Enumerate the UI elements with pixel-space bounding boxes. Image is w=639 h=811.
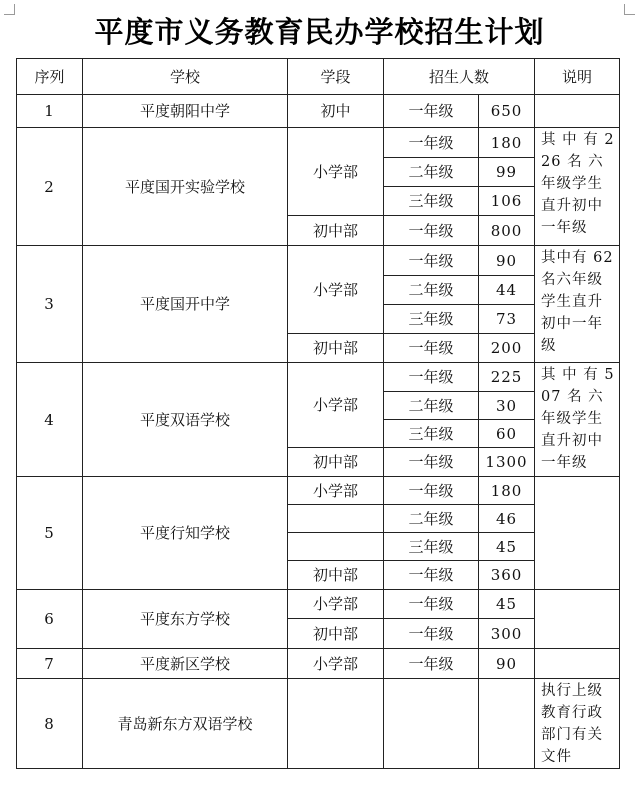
note-cell: 执行上级教育行政部门有关文件 [535,679,620,769]
grade-cell: 二年级 [384,276,479,305]
table-row [17,95,620,128]
count-cell: 360 [479,561,535,590]
grade-cell: 一年级 [384,363,479,392]
school-name-cell: 平度朝阳中学 [83,95,288,128]
table-row [17,679,620,769]
header-stage: 学段 [288,59,384,95]
stage-cell [288,679,384,769]
note-cell: 其中有 62 名六年级学生直升初中一年级 [535,246,620,363]
enrollment-table [16,58,620,769]
grade-cell: 一年级 [384,246,479,276]
school-name-cell: 平度双语学校 [83,363,288,477]
count-cell: 180 [479,477,535,505]
stage-cell: 初中部 [288,334,384,363]
table-body [17,95,620,769]
header-row [17,59,620,95]
stage-cell [288,505,384,533]
count-cell: 73 [479,305,535,334]
count-cell: 106 [479,187,535,216]
serial-cell: 6 [17,590,83,649]
count-cell: 44 [479,276,535,305]
count-cell: 200 [479,334,535,363]
stage-cell: 小学部 [288,363,384,448]
table-row [17,246,620,276]
table-row [17,363,620,392]
grade-cell: 一年级 [384,649,479,679]
table-row [17,477,620,505]
count-cell: 30 [479,392,535,420]
serial-cell: 7 [17,649,83,679]
grade-cell: 一年级 [384,477,479,505]
serial-cell: 3 [17,246,83,363]
count-cell: 180 [479,128,535,158]
header-serial: 序列 [17,59,83,95]
stage-cell: 初中 [288,95,384,128]
header-enrollment: 招生人数 [384,59,535,95]
grade-cell: 一年级 [384,216,479,246]
school-name-cell: 平度国开实验学校 [83,128,288,246]
stage-cell: 初中部 [288,619,384,649]
grade-cell: 一年级 [384,448,479,477]
grade-cell: 一年级 [384,619,479,649]
count-cell: 45 [479,533,535,561]
count-cell: 99 [479,158,535,187]
grade-cell: 二年级 [384,392,479,420]
note-cell: 其 中 有 226 名 六 年级学生直升初中一年级 [535,128,620,246]
note-cell [535,477,620,590]
grade-cell: 二年级 [384,505,479,533]
document-title: 平度市义务教育民办学校招生计划 [94,15,545,49]
count-cell: 800 [479,216,535,246]
stage-cell: 小学部 [288,590,384,619]
table-row [17,649,620,679]
table-row [17,128,620,158]
serial-cell: 1 [17,95,83,128]
count-cell: 46 [479,505,535,533]
count-cell: 45 [479,590,535,619]
stage-cell: 小学部 [288,246,384,334]
serial-cell: 5 [17,477,83,590]
count-cell: 650 [479,95,535,128]
grade-cell: 一年级 [384,334,479,363]
stage-cell: 小学部 [288,128,384,216]
school-name-cell: 青岛新东方双语学校 [83,679,288,769]
grade-cell: 一年级 [384,590,479,619]
grade-cell: 三年级 [384,187,479,216]
stage-cell: 初中部 [288,216,384,246]
school-name-cell: 平度新区学校 [83,649,288,679]
serial-cell: 8 [17,679,83,769]
count-cell: 300 [479,619,535,649]
grade-cell: 一年级 [384,95,479,128]
school-name-cell: 平度行知学校 [83,477,288,590]
count-cell: 90 [479,246,535,276]
stage-cell: 小学部 [288,477,384,505]
header-school: 学校 [83,59,288,95]
stage-cell: 小学部 [288,649,384,679]
stage-cell: 初中部 [288,561,384,590]
grade-cell: 二年级 [384,158,479,187]
grade-cell: 三年级 [384,305,479,334]
grade-cell [384,679,479,769]
grade-cell: 三年级 [384,420,479,448]
count-cell: 1300 [479,448,535,477]
table-row [17,590,620,619]
stage-cell: 初中部 [288,448,384,477]
grade-cell: 一年级 [384,561,479,590]
note-cell [535,95,620,128]
serial-cell: 2 [17,128,83,246]
note-cell [535,649,620,679]
count-cell: 90 [479,649,535,679]
note-cell [535,590,620,649]
stage-cell [288,533,384,561]
grade-cell: 三年级 [384,533,479,561]
count-cell: 225 [479,363,535,392]
count-cell: 60 [479,420,535,448]
serial-cell: 4 [17,363,83,477]
count-cell [479,679,535,769]
school-name-cell: 平度国开中学 [83,246,288,363]
note-cell: 其 中 有 507 名 六 年级学生直升初中一年级 [535,363,620,477]
grade-cell: 一年级 [384,128,479,158]
header-notes: 说明 [535,59,620,95]
school-name-cell: 平度东方学校 [83,590,288,649]
